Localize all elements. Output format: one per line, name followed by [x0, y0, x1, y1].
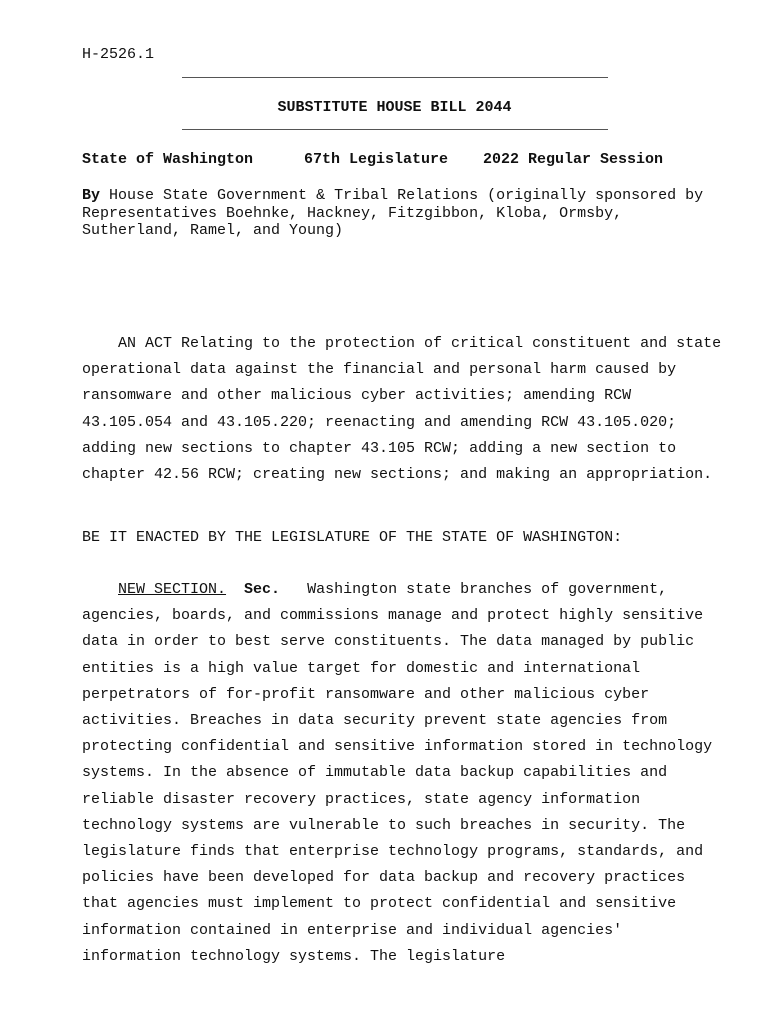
enacting-clause: BE IT ENACTED BY THE LEGISLATURE OF THE STATE OF WASHINGTON:	[82, 529, 623, 546]
bill-title: SUBSTITUTE HOUSE BILL 2044	[277, 99, 512, 116]
sponsor-block	[82, 187, 722, 240]
title-rule-bottom	[182, 129, 608, 130]
sponsor-text: House State Government & Tribal Relations (originally sponsored by Representatives Boehnke, Hackney, Fitzgibbon, Kloba, Ormsby, Sutherland, Ramel, and Young)	[82, 187, 704, 239]
legislature-name: 67th Legislature	[304, 151, 449, 168]
document-code: H-2526.1	[82, 46, 155, 63]
sec-label: Sec.	[244, 581, 281, 598]
state-name: State of Washington	[82, 151, 254, 168]
section-paragraph	[82, 577, 722, 970]
act-text: AN ACT Relating to the protection of critical constituent and state operational data against the financial and personal harm caused by ransomware and other malicious cyber activities; amending RCW 43.105.054 and 43.105.220; reenacting and amending RCW 43.105.020; adding new sections to chapter 43.105 RCW; adding a new section to chapter 42.56 RCW; creating new sections; and making an appropriation.	[82, 335, 722, 484]
act-paragraph	[82, 331, 722, 488]
sponsor-label: By	[82, 187, 101, 204]
title-rule-top	[182, 77, 608, 78]
session-name: 2022 Regular Session	[483, 151, 664, 168]
new-section-label: NEW SECTION.	[118, 581, 227, 598]
section-text: Washington state branches of government, agencies, boards, and commissions manage and protect highly sensitive data in order to best serve constituents. The data managed by public entities is a high value target for domestic and international perpetrators of for-profit ransomware and other malicious cyber activities. Breaches in data security prevent state agencies from protecting confidential and sensitive information stored in technology systems. In the absence of immutable data backup capabilities and reliable disaster recovery practices, state agency information technology systems are vulnerable to such breaches in security. The legislature finds that enterprise technology programs, standards, and policies have been developed for data backup and recovery practices that agencies must implement to protect confidential and sensitive information contained in enterprise and individual agencies' information technology systems. The legislature	[82, 581, 713, 965]
